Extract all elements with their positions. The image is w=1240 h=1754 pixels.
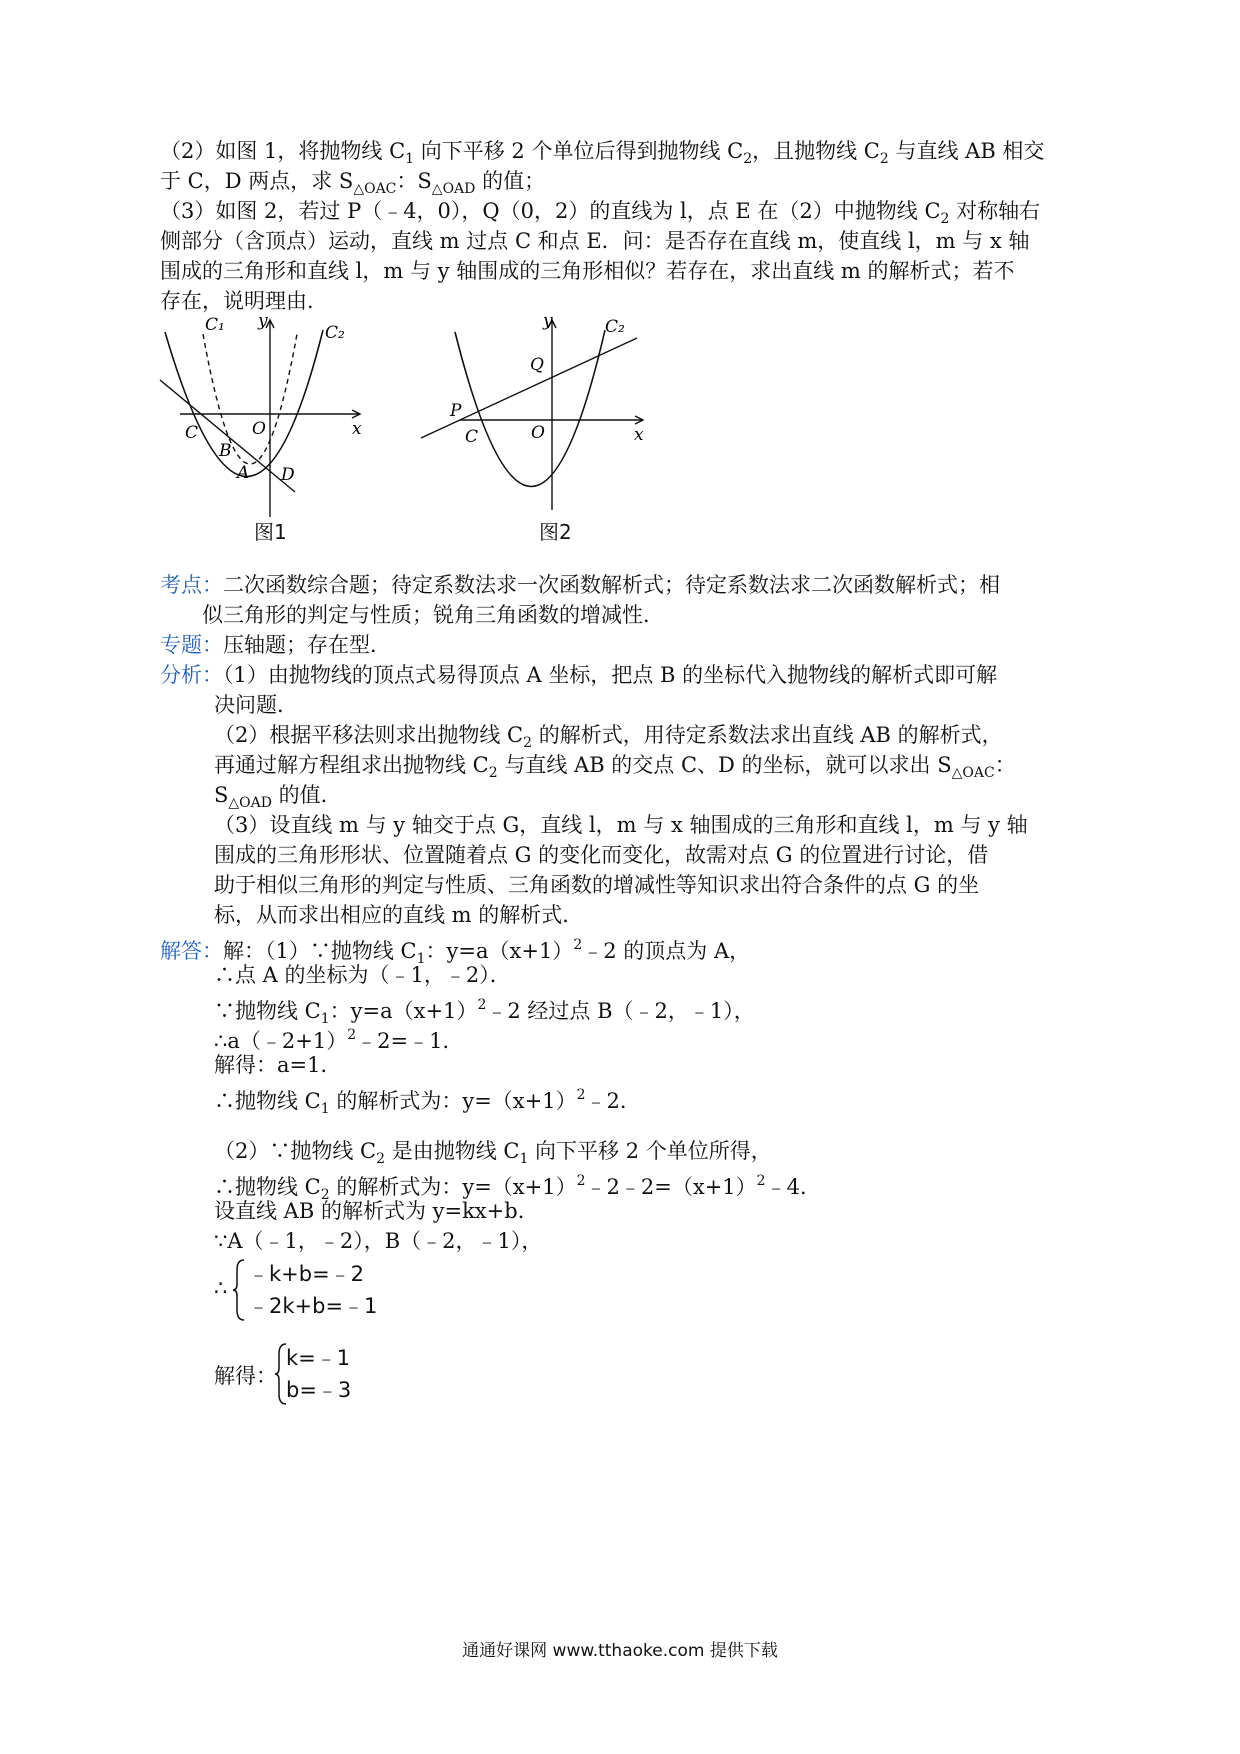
fig1-label-a: A [237, 463, 250, 483]
fenxi-line-2: 决问题． [214, 693, 298, 717]
fenxi-line-3: （2）根据平移法则求出抛物线 $C_2$ 的解析式，用待定系数法求出直线 AB 的解析式， [214, 723, 1003, 751]
zhuanti-tag: 专题： [160, 633, 223, 657]
fig1-label-y: y [258, 312, 268, 331]
equation-system-1-row-2: ﹣2k+b=﹣1 [248, 1294, 378, 1318]
page-footer: 通通好课网 www.tthaoke.com 提供下载 [462, 1641, 778, 1661]
fig2-label-y: y [543, 312, 553, 331]
q2-line-2: 于 C，D 两点，求 $S_{\triangle OAC}$：$S_{\triangle OAD}$ 的值； [160, 169, 546, 197]
figure-2 [415, 312, 655, 512]
q2-line-1: （2）如图 1，将抛物线 $C_1$ 向下平移 2 个单位后得到抛物线 $C_2$，且抛物线 $C_2$ 与直线 AB 相交 [160, 139, 1045, 167]
figure-1-caption: 图1 [254, 520, 287, 544]
zhuanti-line: 专题：压轴题；存在型． [160, 633, 391, 657]
figure-1 [155, 312, 375, 532]
jieda-line-4: ∴a（﹣2+1）$^2$﹣2=﹣1． [214, 1027, 464, 1053]
fig2-label-c2: C₂ [605, 317, 625, 337]
figure-2-caption: 图2 [539, 520, 572, 544]
fig1-label-o: O [252, 419, 266, 439]
fig2-label-x: x [634, 425, 644, 445]
jieda-tag: 解答： [160, 939, 223, 963]
jieda-line-3: ∵抛物线 $C_1$：$y=a(x+1)^2﹣2$ 经过点 B（﹣2，﹣1）， [214, 997, 755, 1027]
q3-line-1: （3）如图 2，若过 P（﹣4，0），Q（0，2）的直线为 l，点 E 在（2）中抛物线 $C_2$ 对称轴右 [160, 199, 1041, 227]
fenxi-line-9: 标，从而求出相应的直线 m 的解析式． [214, 903, 584, 927]
equation-system-1-prefix: ∴ [214, 1276, 228, 1300]
equation-system-2-prefix: 解得： [214, 1364, 277, 1388]
brace-icon [232, 1258, 246, 1322]
jieda-part2-line-4: ∵A（﹣1，﹣2），B（﹣2，﹣1）， [214, 1229, 543, 1253]
fenxi-line-1: 分析：（1）由抛物线的顶点式易得顶点 A 坐标，把点 B 的坐标代入抛物线的解析式即可解 [160, 663, 998, 687]
jieda-line-6: ∴抛物线 $C_1$ 的解析式为：$y=(x+1)^2﹣2$． [214, 1087, 641, 1117]
fenxi-line-4: 再通过解方程组求出抛物线 $C_2$ 与直线 AB 的交点 C、D 的坐标，就可以求出 $S_{\triangle OAC}$： [214, 753, 1016, 781]
fig1-label-x: x [352, 419, 362, 439]
jieda-part2-line-1: （2）∵抛物线 $C_2$ 是由抛物线 $C_1$ 向下平移 2 个单位所得， [214, 1139, 772, 1167]
equation-system-2 [214, 1342, 414, 1412]
fig2-label-q: Q [530, 355, 544, 375]
fenxi-line-6: （3）设直线 m 与 y 轴交于点 G，直线 l，m 与 x 轴围成的三角形和直线 l，m 与 y 轴 [214, 813, 1028, 837]
fig2-label-p: P [450, 401, 462, 421]
kaodian-line-1: 考点：二次函数综合题；待定系数法求一次函数解析式；待定系数法求二次函数解析式；相 [160, 573, 1000, 597]
jieda-part2-line-3: 设直线 AB 的解析式为 y=kx+b． [214, 1199, 539, 1223]
fig1-label-d: D [281, 465, 295, 485]
kaodian-tag: 考点： [160, 573, 223, 597]
fig1-label-c1: C₁ [205, 315, 225, 335]
equation-system-2-row-1: k=﹣1 [286, 1346, 351, 1370]
q3-line-4: 存在，说明理由． [160, 289, 328, 313]
equation-system-2-row-2: b=﹣3 [286, 1378, 352, 1402]
fig1-label-b: B [219, 441, 232, 461]
fenxi-line-8: 助于相似三角形的判定与性质、三角函数的增减性等知识求出符合条件的点 G 的坐 [214, 873, 980, 897]
jieda-line-2: ∴点 A 的坐标为（﹣1，﹣2）． [214, 963, 511, 987]
jieda-part2-line-2: ∴抛物线 $C_2$ 的解析式为：$y=(x+1)^2﹣2﹣2=(x+1)^2﹣4$． [214, 1173, 821, 1203]
fig2-label-o: O [531, 423, 545, 443]
jieda-line-5: 解得：a=1． [214, 1053, 342, 1077]
kaodian-line-2: 似三角形的判定与性质；锐角三角函数的增减性． [202, 603, 664, 627]
fenxi-line-7: 围成的三角形形状、位置随着点 G 的变化而变化，故需对点 G 的位置进行讨论，借 [214, 843, 989, 867]
fig1-label-c: C [185, 423, 199, 443]
fig1-label-c2: C₂ [325, 323, 345, 343]
q3-line-2: 侧部分（含顶点）运动，直线 m 过点 C 和点 E．问：是否存在直线 m，使直线 l，m 与 x 轴 [160, 229, 1030, 253]
fenxi-tag: 分析： [160, 663, 223, 687]
jieda-line-1: 解答：解：（1）∵抛物线 $C_1$：$y=a(x+1)^2﹣2$ 的顶点为 A， [160, 937, 751, 967]
fig2-label-c: C [465, 427, 479, 447]
q3-line-3: 围成的三角形和直线 l，m 与 y 轴围成的三角形相似？若存在，求出直线 m 的解析式；若不 [160, 259, 1015, 283]
equation-system-1 [214, 1258, 414, 1328]
fenxi-line-5: $S_{\triangle OAD}$ 的值． [214, 783, 342, 811]
equation-system-1-row-1: ﹣k+b=﹣2 [248, 1262, 365, 1286]
